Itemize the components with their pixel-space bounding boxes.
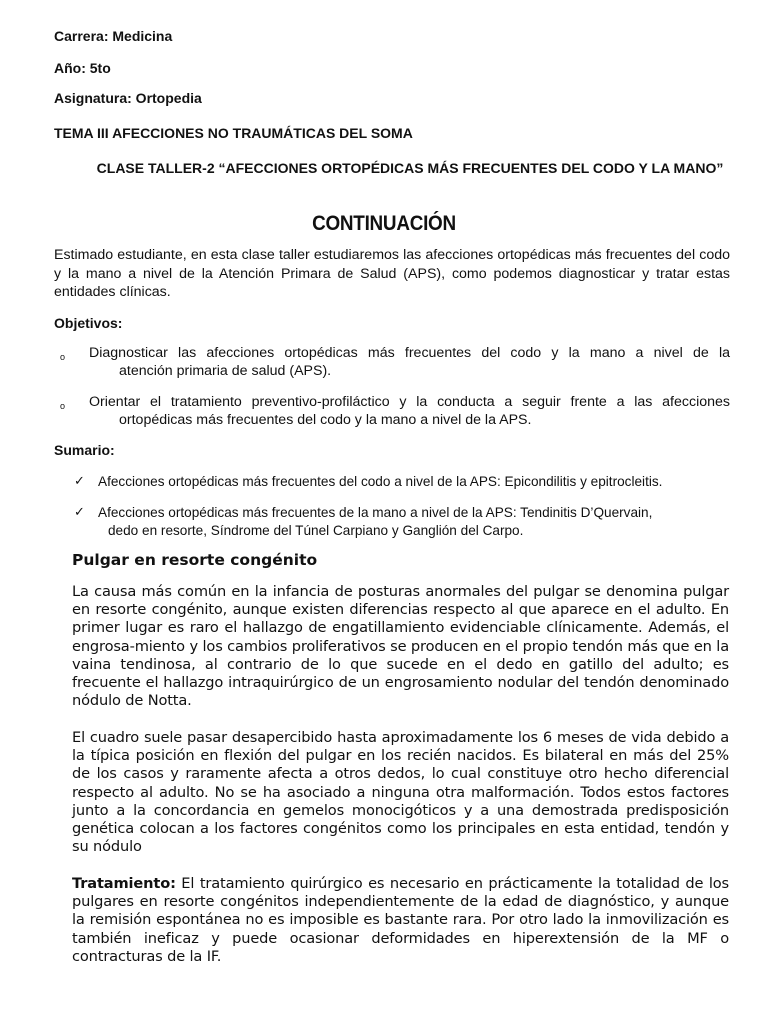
anio-label: Año: 5to	[54, 60, 111, 76]
pulgar-paragraph-1: La causa más común en la infancia de posturas anormales del pulgar se denomina pulgar en resorte congénito, aunque existen diferencias respecto al que aparece en el adulto. En primer lugar es raro el hallazgo de engatillamiento evidenciable clínicamente. Además, el engrosa-miento y los cambios proliferativos se producen en el propio tendón más que en la vaina tendinosa, al contrario de lo que sucede en el dedo en gatillo del adulto; es frecuente el hallazgo intraquirúrgico de un engrosamiento nodular del tendón denominado nódulo de Notta.	[72, 583, 729, 710]
sumario-heading: Sumario:	[54, 442, 115, 458]
pulgar-paragraph-2: El cuadro suele pasar desapercibido hasta aproximadamente los 6 meses de vida debido a la típica posición en flexión del pulgar en los recién nacidos. Es bilateral en más del 25% de los casos y raramente afecta a otros dedos, lo cual constituye otro hecho diferencial respecto al adulto. No se ha asociado a ninguna otra malformación. Todos estos factores junto a la concordancia en gemelos monocigóticos y a una demostrada predisposición genética colocan a los factores congénitos como los principales en esta entidad, tendón y su nódulo	[72, 729, 729, 856]
objetivo-item	[60, 394, 730, 429]
bullet-circle-icon: o	[60, 401, 66, 411]
clase-title: CLASE TALLER-2 “AFECCIONES ORTOPÉDICAS MÁS FRECUENTES DEL CODO Y LA MANO”	[96, 160, 724, 176]
pulgar-heading: Pulgar en resorte congénito	[72, 551, 318, 569]
continuacion-heading: CONTINUACIÓN	[312, 212, 456, 235]
checkmark-icon: ✓	[74, 473, 85, 488]
objetivo-text-cont: ortopédicas más frecuentes del codo y la mano a nivel de la APS.	[119, 411, 532, 428]
sumario-text-cont: dedo en resorte, Síndrome del Túnel Carpiano y Ganglión del Carpo.	[108, 522, 524, 538]
sumario-text: Afecciones ortopédicas más frecuentes de la mano a nivel de la APS: Tendinitis D’Quervain,	[98, 505, 653, 520]
checkmark-icon: ✓	[74, 504, 85, 519]
sumario-item	[74, 504, 734, 539]
asignatura-label: Asignatura: Ortopedia	[54, 90, 202, 106]
objetivo-text: Orientar el tratamiento preventivo-profiláctico y la conducta a seguir frente a las afecciones	[89, 394, 730, 410]
tratamiento-paragraph	[72, 875, 729, 966]
sumario-text: Afecciones ortopédicas más frecuentes del codo a nivel de la APS: Epicondilitis y epitrocleitis.	[98, 474, 663, 489]
objetivo-text: Diagnosticar las afecciones ortopédicas más frecuentes del codo y la mano a nivel de la	[89, 345, 730, 361]
objetivo-item	[60, 345, 730, 380]
carrera-label: Carrera: Medicina	[54, 28, 173, 44]
objetivos-heading: Objetivos:	[54, 315, 123, 331]
intro-paragraph: Estimado estudiante, en esta clase taller estudiaremos las afecciones ortopédicas más frecuentes del codo y la mano a nivel de la Atención Primara de Salud (APS), como podemos diagnosticar y tratar estas entidades clínicas.	[54, 247, 730, 300]
bullet-circle-icon: o	[60, 352, 66, 362]
tratamiento-label: Tratamiento:	[72, 875, 176, 892]
objetivo-text-cont: atención primaria de salud (APS).	[119, 362, 332, 379]
tema-heading: TEMA III AFECCIONES NO TRAUMÁTICAS DEL SOMA	[54, 125, 413, 141]
tratamiento-text: El tratamiento quirúrgico es necesario en prácticamente la totalidad de los pulgares en resorte congénitos independientemente de la edad de diagnóstico, y aunque la remisión espontánea no es imposible es bastante rara. Por otro lado la inmovilización es también ineficaz y puede ocasionar deformidades en hiperextensión de la MF o contracturas de la IF.	[72, 875, 729, 965]
sumario-item	[74, 473, 734, 491]
